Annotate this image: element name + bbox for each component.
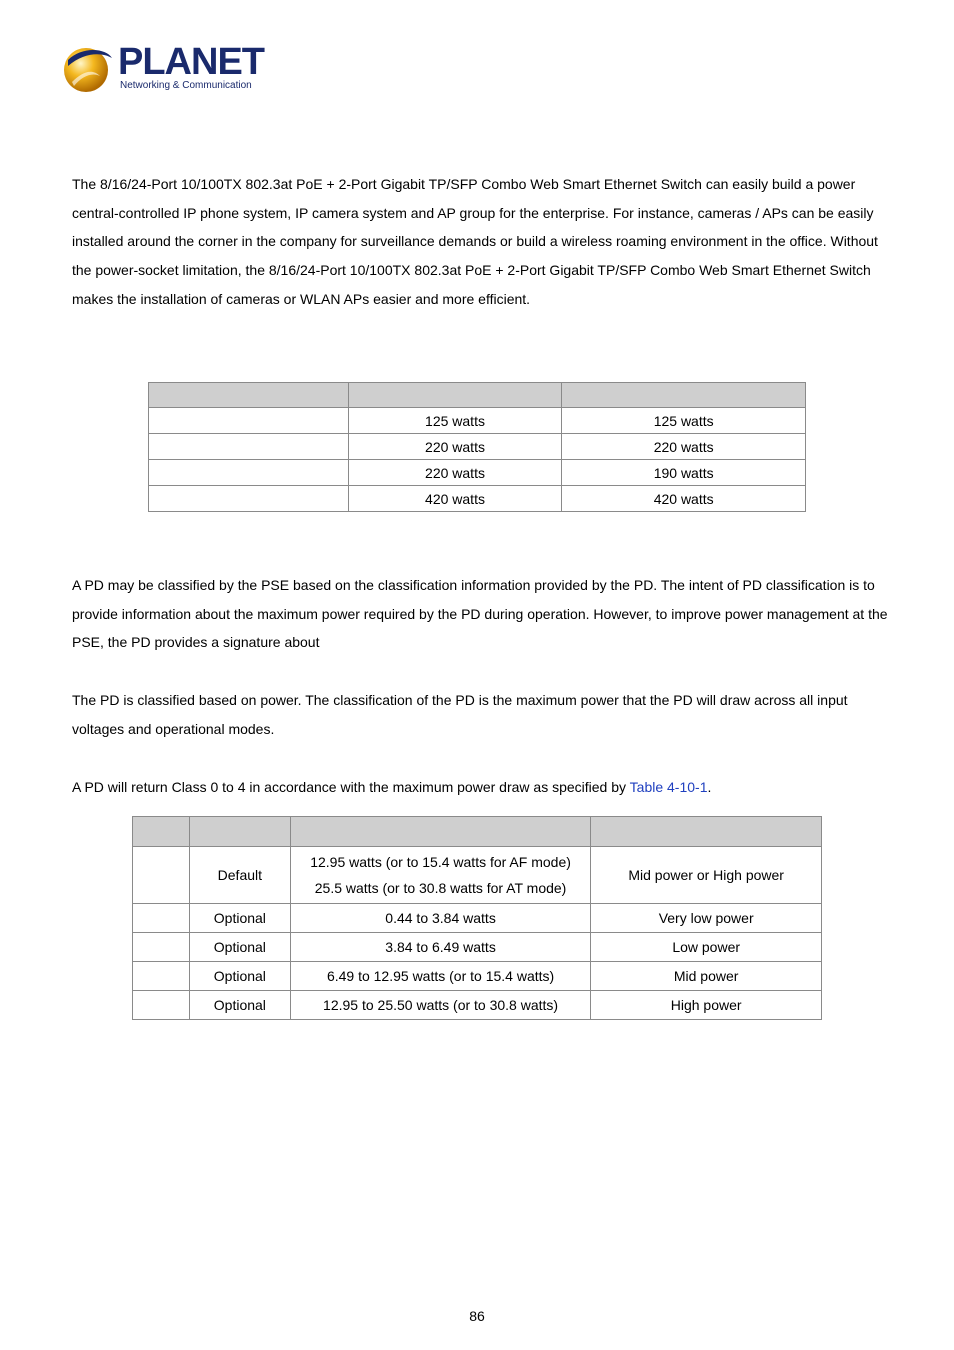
logo-tagline: Networking & Communication (120, 80, 252, 91)
table-cell: 220 watts (348, 434, 562, 460)
description-cell: High power (591, 991, 822, 1020)
pd-classification-paragraph: A PD may be classified by the PSE based on the classification information provided by the PD. The intent of PD classification is to provide information about the maximum power required by the PD during operation. However, to improve power management at the PSE, the PD provides a signature about (72, 577, 888, 651)
table-cell: 420 watts (348, 486, 562, 512)
table-cell: 190 watts (562, 460, 806, 486)
table-cell (149, 408, 349, 434)
class-cell (133, 991, 190, 1020)
class-cell (133, 962, 190, 991)
usage-cell: Default (189, 847, 290, 904)
intro-paragraph: The 8/16/24-Port 10/100TX 802.3at PoE + 2-Port Gigabit TP/SFP Combo Web Smart Ethernet Switch can easily build a power central-controlled IP phone system, IP camera system and AP group for the enterprise. For instance, cameras / APs can be easily installed around the corner in the company for surveillance demands or build a wireless roaming environment in the office. Without the power-socket limitation, the 8/16/24-Port 10/100TX 802.3at PoE + 2-Port Gigabit TP/SFP Combo Web Smart Ethernet Switch makes the installation of cameras or WLAN APs easier and more efficient. (72, 176, 878, 307)
table-cell: 125 watts (562, 408, 806, 434)
usage-cell: Optional (189, 991, 290, 1020)
table-cell (149, 486, 349, 512)
description-cell: Mid power (591, 962, 822, 991)
table-cell (149, 460, 349, 486)
table-row (133, 847, 822, 904)
power-range-cell: 12.95 to 25.50 watts (or to 30.8 watts) (290, 991, 591, 1020)
description-cell: Mid power or High power (591, 847, 822, 904)
table-header-row (149, 383, 806, 408)
power-range-line: 25.5 watts (or to 30.8 watts for AT mode) (314, 880, 567, 896)
power-range-cell: 6.49 to 12.95 watts (or to 15.4 watts) (290, 962, 591, 991)
table-reference-link[interactable]: Table 4-10-1 (629, 779, 708, 795)
table-row (149, 408, 806, 434)
table-row (149, 460, 806, 486)
power-range-cell: 3.84 to 6.49 watts (290, 933, 591, 962)
table-header-row (133, 817, 822, 847)
table-row (149, 434, 806, 460)
table-row (149, 486, 806, 512)
usage-cell: Optional (189, 904, 290, 933)
planet-globe-icon (62, 42, 114, 94)
table-row (133, 933, 822, 962)
paragraph-text: . (707, 779, 712, 795)
description-cell: Low power (591, 933, 822, 962)
table-cell: 420 watts (562, 486, 806, 512)
table-row (133, 962, 822, 991)
table-cell: 220 watts (348, 460, 562, 486)
power-range-cell: 0.44 to 3.84 watts (290, 904, 591, 933)
usage-cell: Optional (189, 962, 290, 991)
power-budget-table (148, 382, 806, 512)
logo-wordmark: PLANET (118, 41, 264, 83)
class-cell (133, 933, 190, 962)
pd-power-paragraph: The PD is classified based on power. The classification of the PD is the maximum power that the PD will draw across all input voltages and operational modes. (72, 692, 848, 737)
class-cell (133, 847, 190, 904)
table-row (133, 904, 822, 933)
table-row (133, 991, 822, 1020)
power-range-cell (290, 847, 591, 904)
table-cell: 220 watts (562, 434, 806, 460)
pd-class-table (132, 816, 822, 1020)
table-cell: 125 watts (348, 408, 562, 434)
pd-class-return-paragraph (72, 773, 892, 802)
paragraph-text: A PD will return Class 0 to 4 in accordance with the maximum power draw as specified by (72, 779, 630, 795)
planet-logo (62, 40, 262, 96)
description-cell: Very low power (591, 904, 822, 933)
power-range-line: 12.95 watts (or to 15.4 watts for AF mode) (310, 854, 571, 870)
usage-cell: Optional (189, 933, 290, 962)
class-cell (133, 904, 190, 933)
page-number: 86 (469, 1308, 485, 1324)
table-cell (149, 434, 349, 460)
